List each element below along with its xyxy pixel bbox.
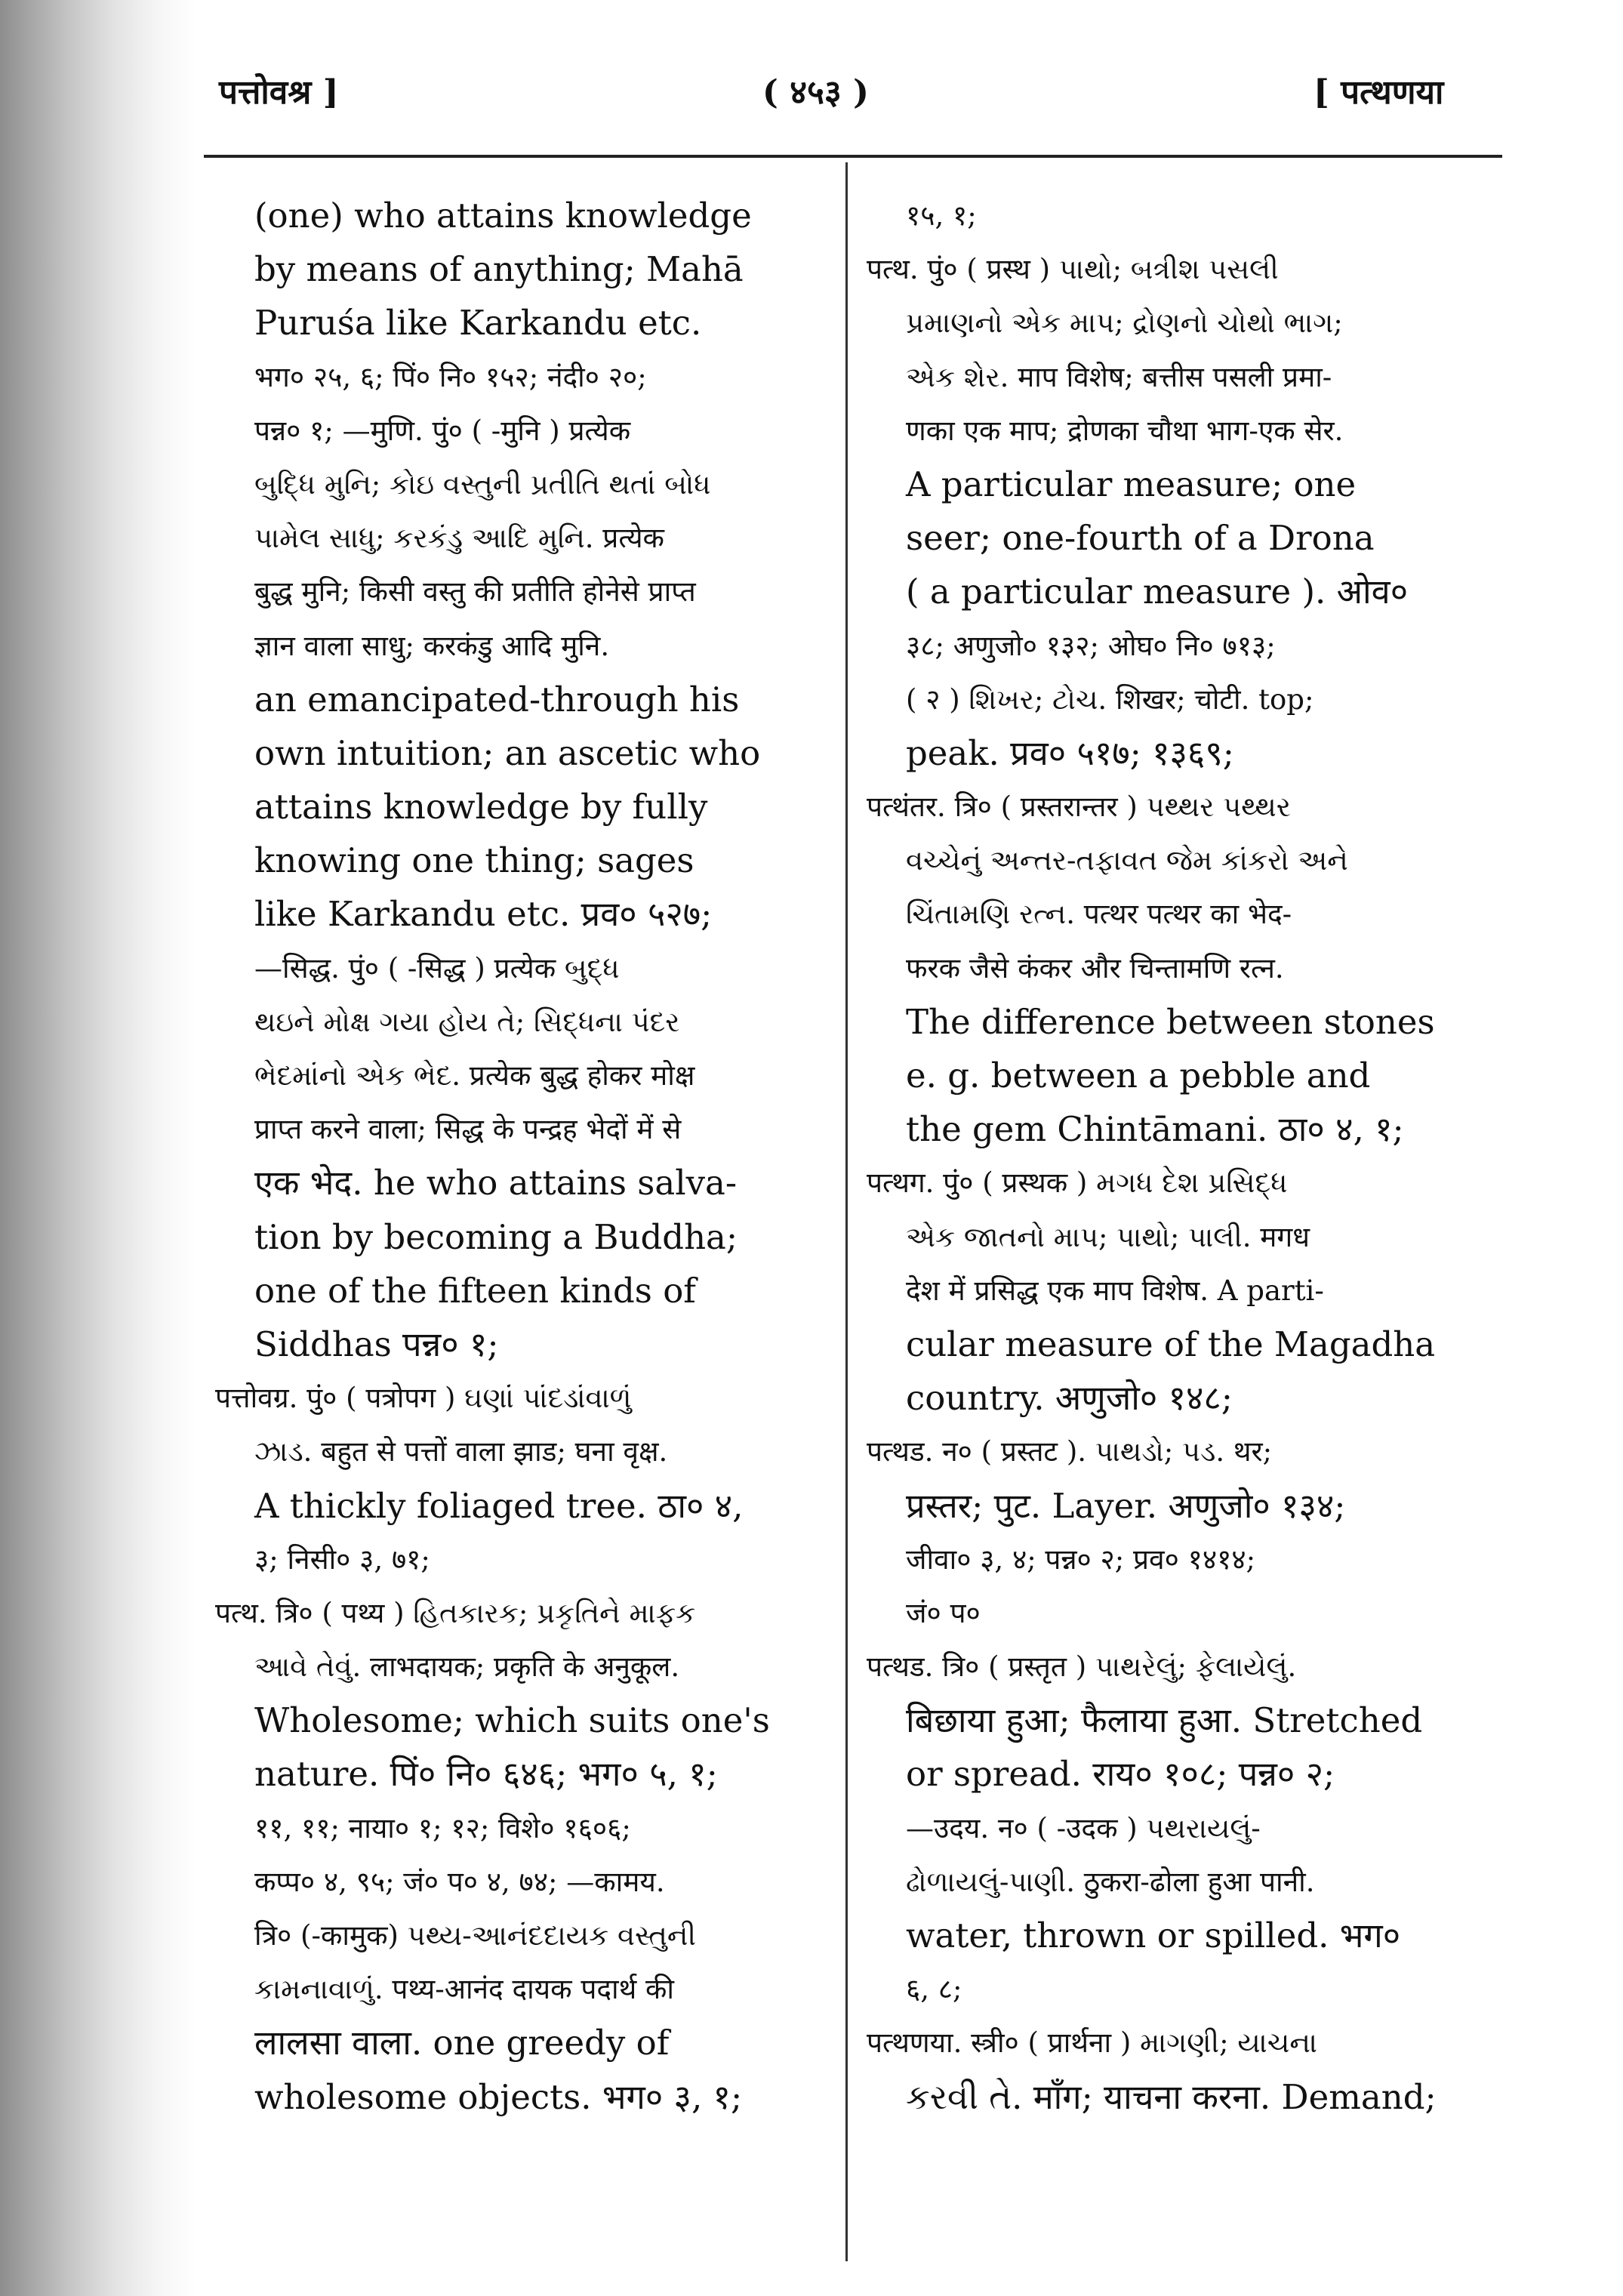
text-line: attains knowledge by fully xyxy=(254,787,708,827)
text-line: કામનાવાળું. पथ्य-आनंद दायक पदार्थ की xyxy=(254,1973,674,2006)
text-line: nature. पिं० नि० ६४६; भग० ५, १; xyxy=(254,1754,718,1795)
text-line: एक भेद. he who attains salva- xyxy=(254,1163,738,1203)
text-line: ભેદમાંનો એક ભેદ. प्रत्येक बुद्ध होकर मोक्ष xyxy=(254,1059,695,1092)
text-line: the gem Chintāmani. ठा० ४, १; xyxy=(906,1109,1404,1150)
text-line: पत्थ. पुं० ( प्रस्थ ) પાથો; બત્રીશ પસલી xyxy=(867,253,1279,286)
right-column xyxy=(867,189,1480,2124)
text-line: त्रि० (-कामुक) પથ્ય-આનંદદાયક વસ્તુની xyxy=(254,1919,696,1952)
text-line: ઢોળાયલું-પાણી. ठुकरा-ढोला हुआ पानी. xyxy=(906,1865,1315,1898)
text-line: पत्थंतर. त्रि० ( प्रस्तरान्तर ) પથ્થર પથ્થર xyxy=(867,791,1291,824)
text-line: એક શેર. माप विशेष; बत्तीस पसली प्रमा- xyxy=(906,360,1332,393)
text-line: A thickly foliaged tree. ठा० ४, xyxy=(254,1485,744,1526)
page-number: ( ४५३ ) xyxy=(762,73,869,112)
text-line: પામેલ સાધુ; કરકંડુ આદિ મુનિ. प्रत्येक xyxy=(254,522,664,555)
text-line: —सिद्ध. पुं० ( -सिद्ध ) प्रत्येक બુદ્ધ xyxy=(254,951,620,985)
text-line: e. g. between a pebble and xyxy=(906,1056,1371,1096)
text-line: બુદ્ધિ મુનિ; કોઇ વસ્તુની પ્રતીતિ થતાં બોધ xyxy=(254,467,711,501)
text-line: peak. प्रव० ५१७; १३६९; xyxy=(906,732,1234,773)
text-line: ज्ञान वाला साधु; करकंडु आदि मुनि. xyxy=(254,629,610,662)
text-line: કરવી તે. माँग; याचना करना. Demand; xyxy=(906,2076,1437,2117)
text-line: देश में प्रसिद्ध एक माप विशेष. A parti- xyxy=(906,1274,1324,1307)
text-line: जीवा० ३, ४; पन्न० २; प्रव० १४१४; xyxy=(906,1542,1256,1576)
header-right-guide-word: [ पत्थणया xyxy=(1313,73,1444,112)
text-line: The difference between stones xyxy=(906,1001,1435,1042)
text-line: —उदय. न० ( -उदक ) પથરાયલું- xyxy=(906,1811,1261,1845)
text-line: ચિંતામણિ રત્ન. पत्थर पत्थर का भेद- xyxy=(906,898,1292,931)
text-line: or spread. राय० १०८; पन्न० २; xyxy=(906,1754,1335,1795)
text-line: (one) who attains knowledge xyxy=(254,196,752,236)
text-line: ( २ ) શિખર; ટોચ. शिखर; चोटी. top; xyxy=(906,683,1314,716)
text-line: country. अणुजो० १४८; xyxy=(906,1378,1233,1419)
text-line: one of the fifteen kinds of xyxy=(254,1270,696,1311)
text-line: થઇને મોક્ષ ગયા હોય તે; સિદ્ધના પંદર xyxy=(254,1005,680,1038)
text-line: पत्थ. त्रि० ( पथ्य ) હિતકારક; પ્રકૃતિને માફક xyxy=(215,1596,696,1629)
text-line: ३८; अणुजो० १३२; ओघ० नि० ७१३; xyxy=(906,629,1276,662)
text-line: बुद्ध मुनि; किसी वस्तु की प्रतीति होनेसे प्राप्त xyxy=(254,575,696,609)
text-line: बिछाया हुआ; फैलाया हुआ. Stretched xyxy=(906,1700,1423,1741)
text-line: Puruśa like Karkandu etc. xyxy=(254,303,702,344)
text-line: जं० प० xyxy=(906,1596,981,1629)
text-line: an emancipated-through his xyxy=(254,679,740,720)
text-line: पत्थड. न० ( प्रस्तट ). પાથડો; પડ. थर; xyxy=(867,1435,1273,1469)
text-line: पत्थणया. स्त्री० ( प्रार्थना ) માગણી; યાચના xyxy=(867,2026,1317,2060)
text-line: लालसा वाला. one greedy of xyxy=(254,2023,670,2063)
text-line: cular measure of the Magadha xyxy=(906,1324,1436,1364)
text-line: wholesome objects. भग० ३, १; xyxy=(254,2076,743,2117)
column-divider xyxy=(845,162,848,2261)
text-line: ३; निसी० ३, ७१; xyxy=(254,1542,430,1576)
text-line: A particular measure; one xyxy=(906,464,1357,504)
text-line: એક જાતનો માપ; પાથો; પાલી. मगध xyxy=(906,1220,1310,1253)
text-line: ( a particular measure ). ओव० xyxy=(906,572,1409,612)
text-line: प्राप्त करने वाला; सिद्ध के पन्द्रह भेदों में से xyxy=(254,1113,682,1146)
text-line: water, thrown or spilled. भग० xyxy=(906,1915,1401,1955)
text-line: આવે તેવું. लाभदायक; प्रकृति के अनुकूल. xyxy=(254,1650,680,1684)
text-line: पन्न० १; —मुणि. पुं० ( -मुनि ) प्रत्येक xyxy=(254,414,631,447)
text-line: फरक जैसे कंकर और चिन्तामणि रत्न. xyxy=(906,951,1284,985)
text-line: भग० २५, ६; पिं० नि० १५२; नंदी० २०; xyxy=(254,360,647,393)
text-line: पत्थड. त्रि० ( प्रस्तृत ) પાથરેલું; ફેલાયેલું. xyxy=(867,1650,1297,1684)
text-line: ६, ८; xyxy=(906,1973,962,2006)
text-line: १५, १; xyxy=(906,199,977,232)
text-line: વચ્ચેનું અન્તર-તફાવત જેમ કાંકરો અને xyxy=(906,844,1348,877)
left-column xyxy=(215,189,827,2124)
text-line: like Karkandu etc. प्रव० ५२७; xyxy=(254,894,713,935)
header-rule xyxy=(204,155,1502,158)
text-line: Wholesome; which suits one's xyxy=(254,1700,770,1741)
text-line: कप्प० ४, ९५; जं० प० ४, ७४; —कामय. xyxy=(254,1865,665,1898)
text-line: own intuition; an ascetic who xyxy=(254,732,761,773)
text-line: ઝાડ. बहुत से पत्तों वाला झाड; घना वृक्ष. xyxy=(254,1435,668,1469)
text-line: knowing one thing; sages xyxy=(254,840,694,881)
text-line: Siddhas पन्न० १; xyxy=(254,1324,499,1364)
text-line: પ્રમાણનો એક માપ; દ્રોણનો ચોથો ભાગ; xyxy=(906,307,1343,340)
text-line: पत्थग. पुं० ( प्रस्थक ) મગધ દેશ પ્રસિદ્ધ xyxy=(867,1166,1288,1200)
text-line: by means of anything; Mahā xyxy=(254,249,744,290)
header-left-guide-word: पत्तोवश्र ] xyxy=(219,73,339,112)
text-line: णका एक माप; द्रोणका चौथा भाग-एक सेर. xyxy=(906,414,1344,447)
text-line: tion by becoming a Buddha; xyxy=(254,1216,738,1257)
text-line: प्रस्तर; पुट. Layer. अणुजो० १३४; xyxy=(906,1485,1346,1526)
text-line: seer; one-fourth of a Drona xyxy=(906,518,1375,559)
scan-shadow-edge xyxy=(0,0,196,2296)
text-line: ११, ११; नाया० १; १२; विशे० १६०६; xyxy=(254,1811,631,1845)
text-line: पत्तोवग्र. पुं० ( पत्रोपग ) ઘણાં પાંદડાંવાળું xyxy=(215,1382,632,1415)
